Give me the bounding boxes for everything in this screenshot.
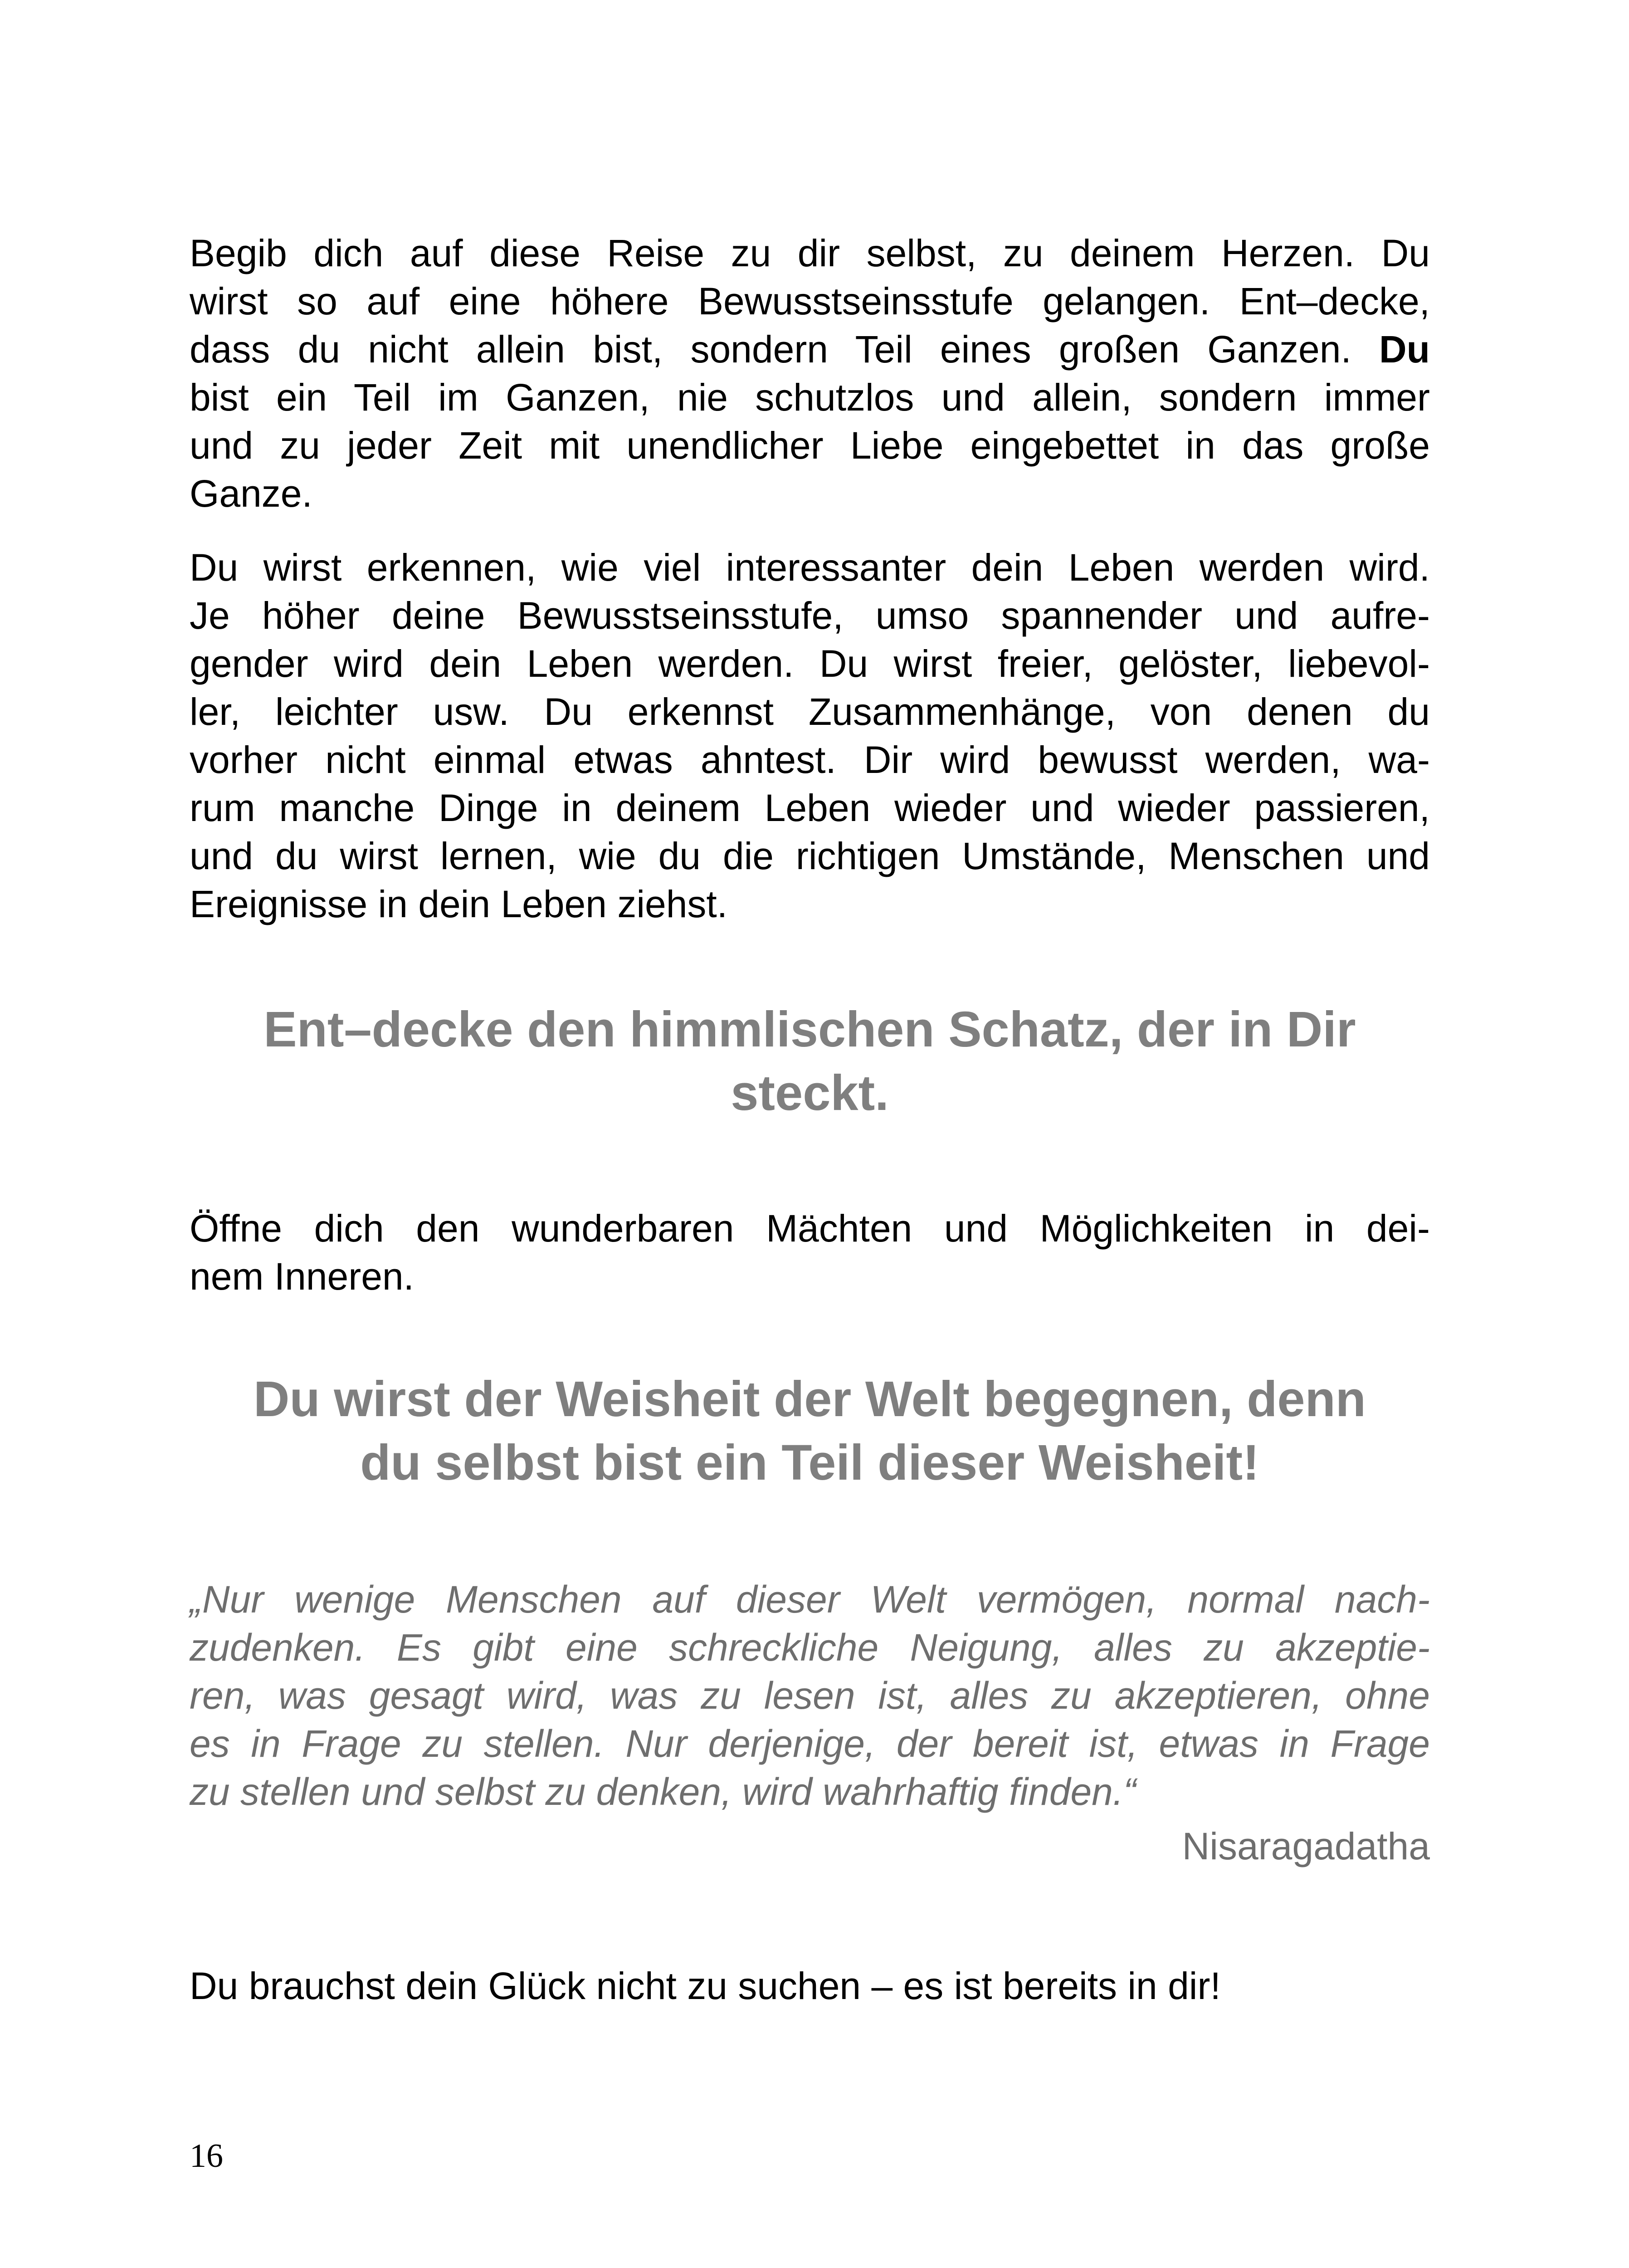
closing-statement bbox=[190, 1962, 1430, 2010]
text-line: Je höher deine Bewusstseinsstufe, umso spannender und aufre- bbox=[190, 594, 1430, 637]
closing-text: Du brauchst dein Glück nicht zu suchen – es ist bereits in dir! bbox=[190, 1965, 1221, 2007]
quote-line: zudenken. Es gibt eine schreckliche Neigung, alles zu akzeptie- bbox=[190, 1626, 1430, 1669]
paragraph-body bbox=[190, 229, 1430, 518]
quote-block bbox=[190, 1575, 1430, 1870]
quote-line: ren, was gesagt wird, was zu lesen ist, alles zu akzeptieren, ohne bbox=[190, 1674, 1430, 1717]
text-line: Du wirst erkennen, wie viel interessanter dein Leben werden wird. bbox=[190, 546, 1430, 589]
text-line: ler, leichter usw. Du erkennst Zusammenhänge, von denen du bbox=[190, 690, 1430, 733]
quote-line: es in Frage zu stellen. Nur derjenige, der bereit ist, etwas in Frage bbox=[190, 1722, 1430, 1765]
text-line: rum manche Dinge in deinem Leben wieder und wieder passieren, bbox=[190, 787, 1430, 829]
paragraph-awareness bbox=[190, 543, 1430, 928]
paragraph-open-yourself bbox=[190, 1204, 1430, 1300]
bold-word: Du bbox=[1379, 328, 1430, 371]
text-line: gender wird dein Leben werden. Du wirst freier, gelöster, liebevol- bbox=[190, 642, 1430, 685]
heading-line: du selbst bist ein Teil dieser Weisheit! bbox=[360, 1435, 1259, 1491]
quote-text bbox=[190, 1575, 1430, 1816]
text-line: Öffne dich den wunderbaren Mächten und Möglichkeiten in dei- bbox=[190, 1207, 1430, 1250]
text-line: nem Inneren. bbox=[190, 1255, 414, 1298]
text-line: Ereignisse in dein Leben ziehst. bbox=[190, 883, 728, 925]
text-line: Ganze. bbox=[190, 472, 312, 515]
text-line: Begib dich auf diese Reise zu dir selbst, zu deinem Herzen. Du bbox=[190, 232, 1430, 274]
section-heading bbox=[190, 1368, 1430, 1495]
quote-attribution: Nisaragadatha bbox=[1182, 1825, 1430, 1867]
text-line: bist ein Teil im Ganzen, nie schutzlos und allein, sondern immer bbox=[190, 376, 1430, 419]
paragraph-intro bbox=[190, 229, 1430, 518]
quote-line: zu stellen und selbst zu denken, wird wahrhaftig finden.“ bbox=[190, 1770, 1136, 1813]
quote-line: „Nur wenige Menschen auf dieser Welt vermögen, normal nach- bbox=[190, 1578, 1430, 1621]
text-line: vorher nicht einmal etwas ahntest. Dir wird bewusst werden, wa- bbox=[190, 738, 1430, 781]
text-line: und zu jeder Zeit mit unendlicher Liebe eingebettet in das große bbox=[190, 424, 1430, 467]
page-number: 16 bbox=[190, 2137, 223, 2175]
paragraph-body bbox=[190, 1204, 1430, 1300]
text-line bbox=[190, 325, 1430, 373]
section-heading bbox=[190, 998, 1430, 1125]
heading-treasure bbox=[190, 998, 1430, 1125]
text-line: und du wirst lernen, wie du die richtigen Umstände, Menschen und bbox=[190, 835, 1430, 877]
text-segment: dass du nicht allein bist, sondern Teil eines großen Ganzen. bbox=[190, 328, 1351, 371]
text-line: wirst so auf eine höhere Bewusstseinsstufe gelangen. Ent–decke, bbox=[190, 280, 1430, 323]
paragraph-body bbox=[190, 543, 1430, 928]
heading-line: Du wirst der Weisheit der Welt begegnen, denn bbox=[254, 1371, 1366, 1427]
heading-line: Ent–decke den himmlischen Schatz, der in Dir bbox=[263, 1002, 1356, 1057]
heading-line: steckt. bbox=[731, 1065, 889, 1121]
heading-wisdom bbox=[190, 1368, 1430, 1495]
